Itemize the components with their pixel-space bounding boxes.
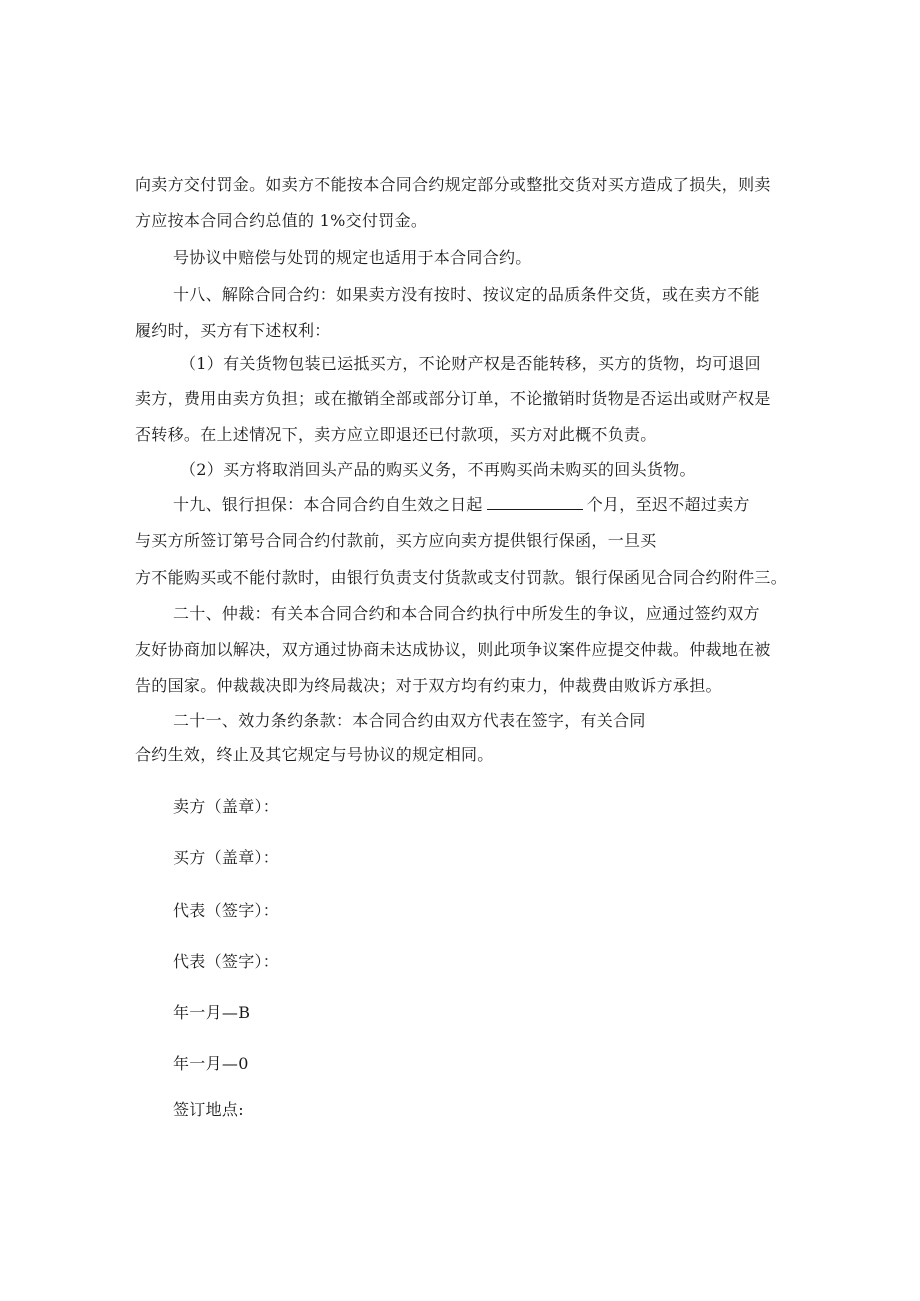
date-line: 年一月—0 [173,1054,249,1073]
clause-18-1-line: （1）有关货物包装已运抵买方，不论财产权是否能转移，买方的货物，均可退回 [180,354,761,373]
paragraph-line: 方应按本合同合约总值的 1%交付罚金。 [135,211,428,230]
clause-19-text-a: 十九、银行担保：本合同合约自生效之日起 [173,495,483,514]
clause-20-line: 友好协商加以解决，双方通过协商未达成协议，则此项争议案件应提交仲裁。仲裁地在被 [135,640,771,659]
clause-21-line: 合约生效，终止及其它规定与号协议的规定相同。 [135,745,494,764]
paragraph-line: 向卖方交付罚金。如卖方不能按本合同合约规定部分或整批交货对买方造成了损失，则卖 [135,175,771,194]
clause-19-line: 与买方所签订第号合同合约付款前，买方应向卖方提供银行保函，一旦买 [135,531,657,550]
fill-in-blank [487,495,583,510]
buyer-seal-label: 买方（盖章）： [173,848,280,867]
clause-18-line: 履约时，买方有下述权利： [135,321,331,340]
clause-20-line: 告的国家。仲裁裁决即为终局裁决；对于双方均有约束力，仲裁费由败诉方承担。 [135,676,722,695]
clause-20-line: 二十、仲裁：有关本合同合约和本合同合约执行中所发生的争议，应通过签约双方 [173,604,760,623]
representative-sign-label: 代表（签字）： [173,952,280,971]
date-line: 年一月—B [173,1003,251,1022]
clause-21-line: 二十一、效力条约条款：本合同合约由双方代表在签字，有关合同 [173,711,646,730]
clause-19-text-b: 个月，至迟不超过卖方 [586,495,750,514]
signing-place-label: 签订地点: [173,1100,244,1119]
clause-18-line: 十八、解除合同合约：如果卖方没有按时、按议定的品质条件交货，或在卖方不能 [173,285,760,304]
representative-sign-label: 代表（签字）： [173,901,280,920]
seller-seal-label: 卖方（盖章）： [173,797,280,816]
paragraph-line: 号协议中赔偿与处罚的规定也适用于本合同合约。 [173,248,532,267]
clause-18-1-line: 否转移。在上述情况下，卖方应立即退还已付款项，买方对此概不负责。 [135,425,657,444]
clause-19-line [173,495,750,515]
clause-18-1-line: 卖方，费用由卖方负担；或在撤销全部或部分订单，不论撤销时货物是否运出或财产权是 [135,389,771,408]
clause-18-2-line: （2）买方将取消回头产品的购买义务，不再购买尚未购买的回头货物。 [180,460,696,479]
clause-19-line: 方不能购买或不能付款时，由银行负责支付货款或支付罚款。银行保函见合同合约附件三。 [135,568,788,587]
